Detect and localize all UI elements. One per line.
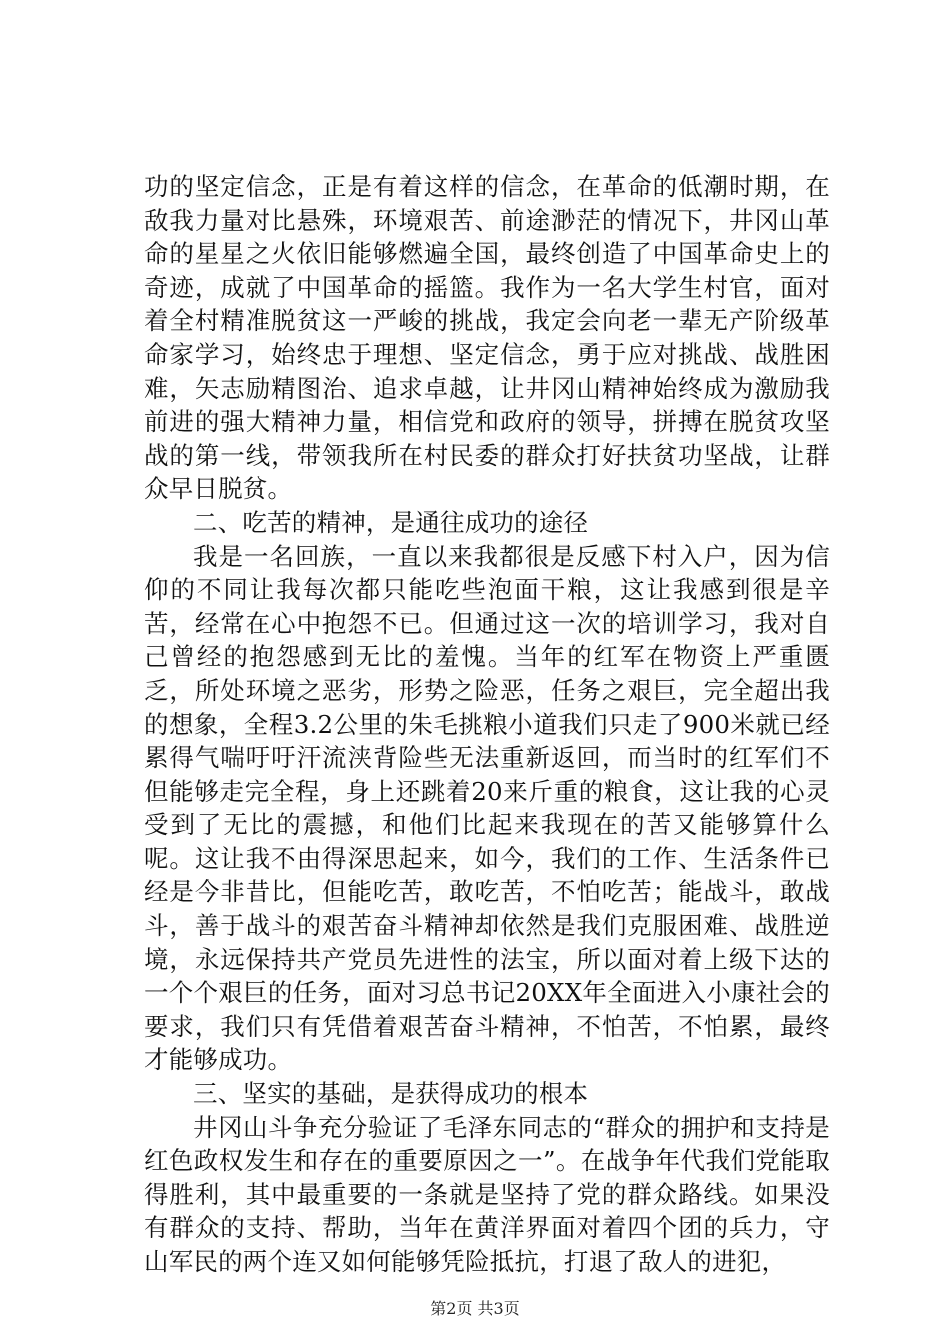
document-body bbox=[144, 170, 830, 1279]
section-heading-3: 三、坚实的基础，是获得成功的根本 bbox=[193, 1079, 589, 1109]
section-heading-2: 二、吃苦的精神，是通往成功的途径 bbox=[193, 507, 589, 537]
paragraph-hardship: 我是一名回族，一直以来我都很是反感下村入户，因为信仰的不同让我每次都只能吃些泡面干粮，这让我感到很是辛苦，经常在心中抱怨不已。但通过这一次的培训学习，我对自己曾经的抱怨感到无比的羞愧。当年的红军在物资上严重匮乏，所处环境之恶劣，形势之险恶，任务之艰巨，完全超出我的想象，全程3.2公里的朱毛挑粮小道我们只走了900米就已经累得气喘吁吁汗流浃背险些无法重新返回，而当时的红军们不但能够走完全程，身上还跳着20来斤重的粮食，这让我的心灵受到了无比的震撼，和他们比起来我现在的苦又能够算什么呢。这让我不由得深思起来，如今，我们的工作、生活条件已经是今非昔比，但能吃苦，敢吃苦，不怕吃苦；能战斗，敢战斗，善于战斗的艰苦奋斗精神却依然是我们克服困难、战胜逆境，永远保持共产党员先进性的法宝，所以面对着上级下达的一个个艰巨的任务，面对习总书记20XX年全面进入小康社会的要求，我们只有凭借着艰苦奋斗精神，不怕苦，不怕累，最终才能够成功。 bbox=[144, 541, 830, 1075]
paragraph-continuation: 功的坚定信念，正是有着这样的信念，在革命的低潮时期，在敌我力量对比悬殊，环境艰苦、前途渺茫的情况下，井冈山革命的星星之火依旧能够燃遍全国，最终创造了中国革命史上的奇迹，成就了中国革命的摇篮。我作为一名大学生村官，面对着全村精准脱贫这一严峻的挑战，我定会向老一辈无产阶级革命家学习，始终忠于理想、坚定信念，勇于应对挑战、战胜困难，矢志励精图治、追求卓越，让井冈山精神始终成为激励我前进的强大精神力量，相信党和政府的领导，拼搏在脱贫攻坚战的第一线，带领我所在村民委的群众打好扶贫功坚战，让群众早日脱贫。 bbox=[144, 172, 830, 504]
page-number-footer: 第2页 共3页 bbox=[430, 1299, 520, 1318]
paragraph-masses: 井冈山斗争充分验证了毛泽东同志的“群众的拥护和支持是红色政权发生和存在的重要原因之一”。在战争年代我们党能取得胜利，其中最重要的一条就是坚持了党的群众路线。如果没有群众的支持、帮助，当年在黄洋界面对着四个团的兵力，守山军民的两个连又如何能够凭险抵抗，打退了敌人的进犯， bbox=[144, 1112, 830, 1276]
